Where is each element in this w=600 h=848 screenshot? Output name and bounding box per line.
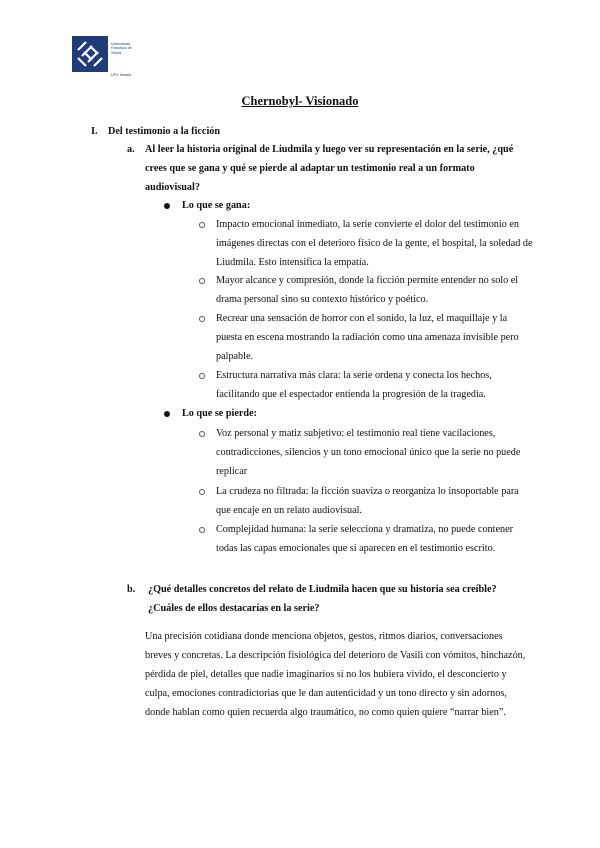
logo-name: Universidad Francisco de Vitoria: [111, 42, 132, 55]
circle-bullet-icon: [199, 316, 205, 322]
circle-bullet-icon: [199, 431, 205, 437]
losses-heading: Lo que se pierde:: [182, 408, 257, 419]
section-heading: Del testimonio a la ficción: [108, 126, 221, 137]
circle-bullet-icon: [199, 527, 205, 533]
gain-item: Mayor alcance y compresión, donde la ficción permite entender no solo el drama personal sino su contexto histórico y poético.: [216, 275, 519, 305]
bullet-icon: [164, 203, 170, 209]
logo-subtitle: UFV Madrid: [111, 73, 132, 77]
circle-bullet-icon: [199, 489, 205, 495]
loss-item: Voz personal y matiz subjetivo: el testimonio real tiene vacilaciones, contradicciones, silencios y un tono emocional único que la serie no puede replicar: [216, 428, 521, 477]
university-logo: [72, 36, 142, 78]
logo-emblem-icon: [72, 36, 108, 72]
question-a-label: a.: [127, 144, 135, 155]
page-title: Chernobyl- Visionado: [241, 94, 359, 108]
answer-b-paragraph: Una precisión cotidiana donde menciona objetos, gestos, ritmos diarios, conversaciones breves y concretas. La descripción fisiológica del deterioro de Vasili con vómitos, hinchazón, pérdida de piel, detalles que nadie imaginarios si no los hubiera vivido, el desconcierto y culpa, emociones contradictorias que le dan autenticidad y un tono directo y sin adornos, donde hablan como quien recuerda algo traumático, no como quien quiere “narrar bien”.: [145, 631, 526, 718]
question-b-label: b.: [127, 584, 136, 595]
gain-item: Estructura narrativa más clara: la serie ordena y conecta los hechos, facilitando que el espectador entienda la progresión de la tragedia.: [216, 370, 492, 400]
circle-bullet-icon: [199, 278, 205, 284]
loss-item: Complejidad humana: la serie selecciona y dramatiza, no puede contener todas las capas emocionales que sí aparecen en el testimonio escrito.: [216, 524, 514, 554]
section-number: I.: [91, 126, 98, 137]
gains-heading: Lo que se gana:: [182, 200, 251, 211]
gain-item: Recrear una sensación de horror con el sonido, la luz, el maquillaje y la puesta en escena mostrando la radiación como una amenaza invisible pero palpable.: [216, 313, 519, 362]
circle-bullet-icon: [199, 373, 205, 379]
gain-item: Impacto emocional inmediato, la serie convierte el dolor del testimonio en imágenes directas con el deterioro físico de la gente, el hospital, la soledad de Liudmila. Esto intensifica la empatía.: [216, 219, 533, 268]
loss-item: La crudeza no filtrada: la ficción suaviza o reorganiza lo insoportable para que encaje en un relato audiovisual.: [216, 486, 519, 516]
bullet-icon: [164, 411, 170, 417]
circle-bullet-icon: [199, 222, 205, 228]
question-b-text: ¿Qué detalles concretos del relato de Liudmila hacen que su historia sea creíble? ¿Cuáles de ellos destacarías en la serie?: [148, 584, 497, 614]
question-a-text: Al leer la historia original de Liudmila y luego ver su representación en la serie, ¿qué crees que se gana y qué se pierde al adaptar un testimonio real a un formato audiovisual?: [145, 144, 514, 193]
